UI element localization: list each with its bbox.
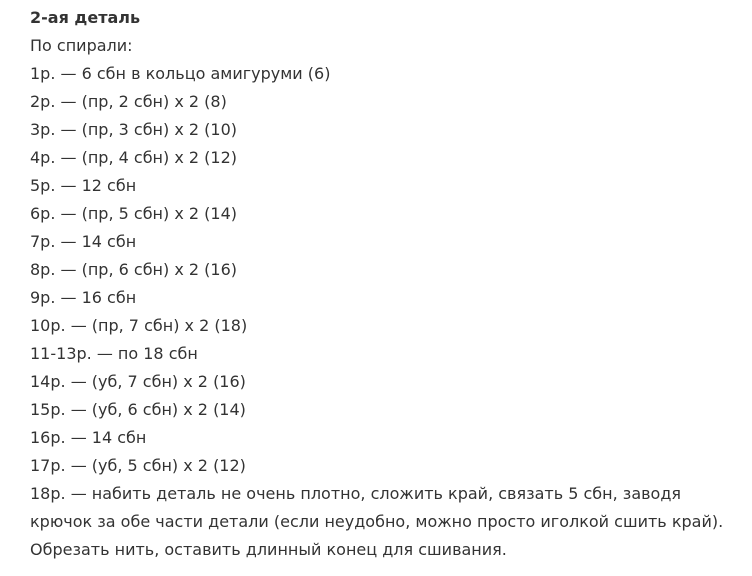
pattern-row-8: 8р. — (пр, 6 сбн) х 2 (16): [30, 260, 238, 279]
crochet-pattern-document: [30, 4, 745, 564]
pattern-row-4: 4р. — (пр, 4 сбн) х 2 (12): [30, 148, 238, 167]
pattern-row-7: 7р. — 14 сбн: [30, 232, 137, 251]
pattern-row-3: 3р. — (пр, 3 сбн) х 2 (10): [30, 120, 238, 139]
pattern-row-17: 17р. — (уб, 5 сбн) х 2 (12): [30, 456, 246, 475]
pattern-row-9: 9р. — 16 сбн: [30, 288, 137, 307]
pattern-row-1: 1р. — 6 сбн в кольцо амигуруми (6): [30, 64, 331, 83]
pattern-row-6: 6р. — (пр, 5 сбн) х 2 (14): [30, 204, 238, 223]
pattern-row-2: 2р. — (пр, 2 сбн) х 2 (8): [30, 92, 227, 111]
pattern-row-16: 16р. — 14 сбн: [30, 428, 147, 447]
pattern-row-11-13: 11-13р. — по 18 сбн: [30, 344, 198, 363]
pattern-row-14: 14р. — (уб, 7 сбн) х 2 (16): [30, 372, 246, 391]
pattern-row-18: 18р. — набить деталь не очень плотно, сложить край, связать 5 сбн, заводя крючок за обе части детали (если неудобно, можно просто иголкой сшить край).: [30, 484, 724, 531]
section-title: 2-ая деталь: [30, 8, 141, 27]
closing-instruction: Обрезать нить, оставить длинный конец для сшивания.: [30, 540, 507, 559]
section-subtitle: По спирали:: [30, 36, 133, 55]
pattern-row-5: 5р. — 12 сбн: [30, 176, 137, 195]
pattern-row-15: 15р. — (уб, 6 сбн) х 2 (14): [30, 400, 246, 419]
pattern-row-10: 10р. — (пр, 7 сбн) х 2 (18): [30, 316, 248, 335]
